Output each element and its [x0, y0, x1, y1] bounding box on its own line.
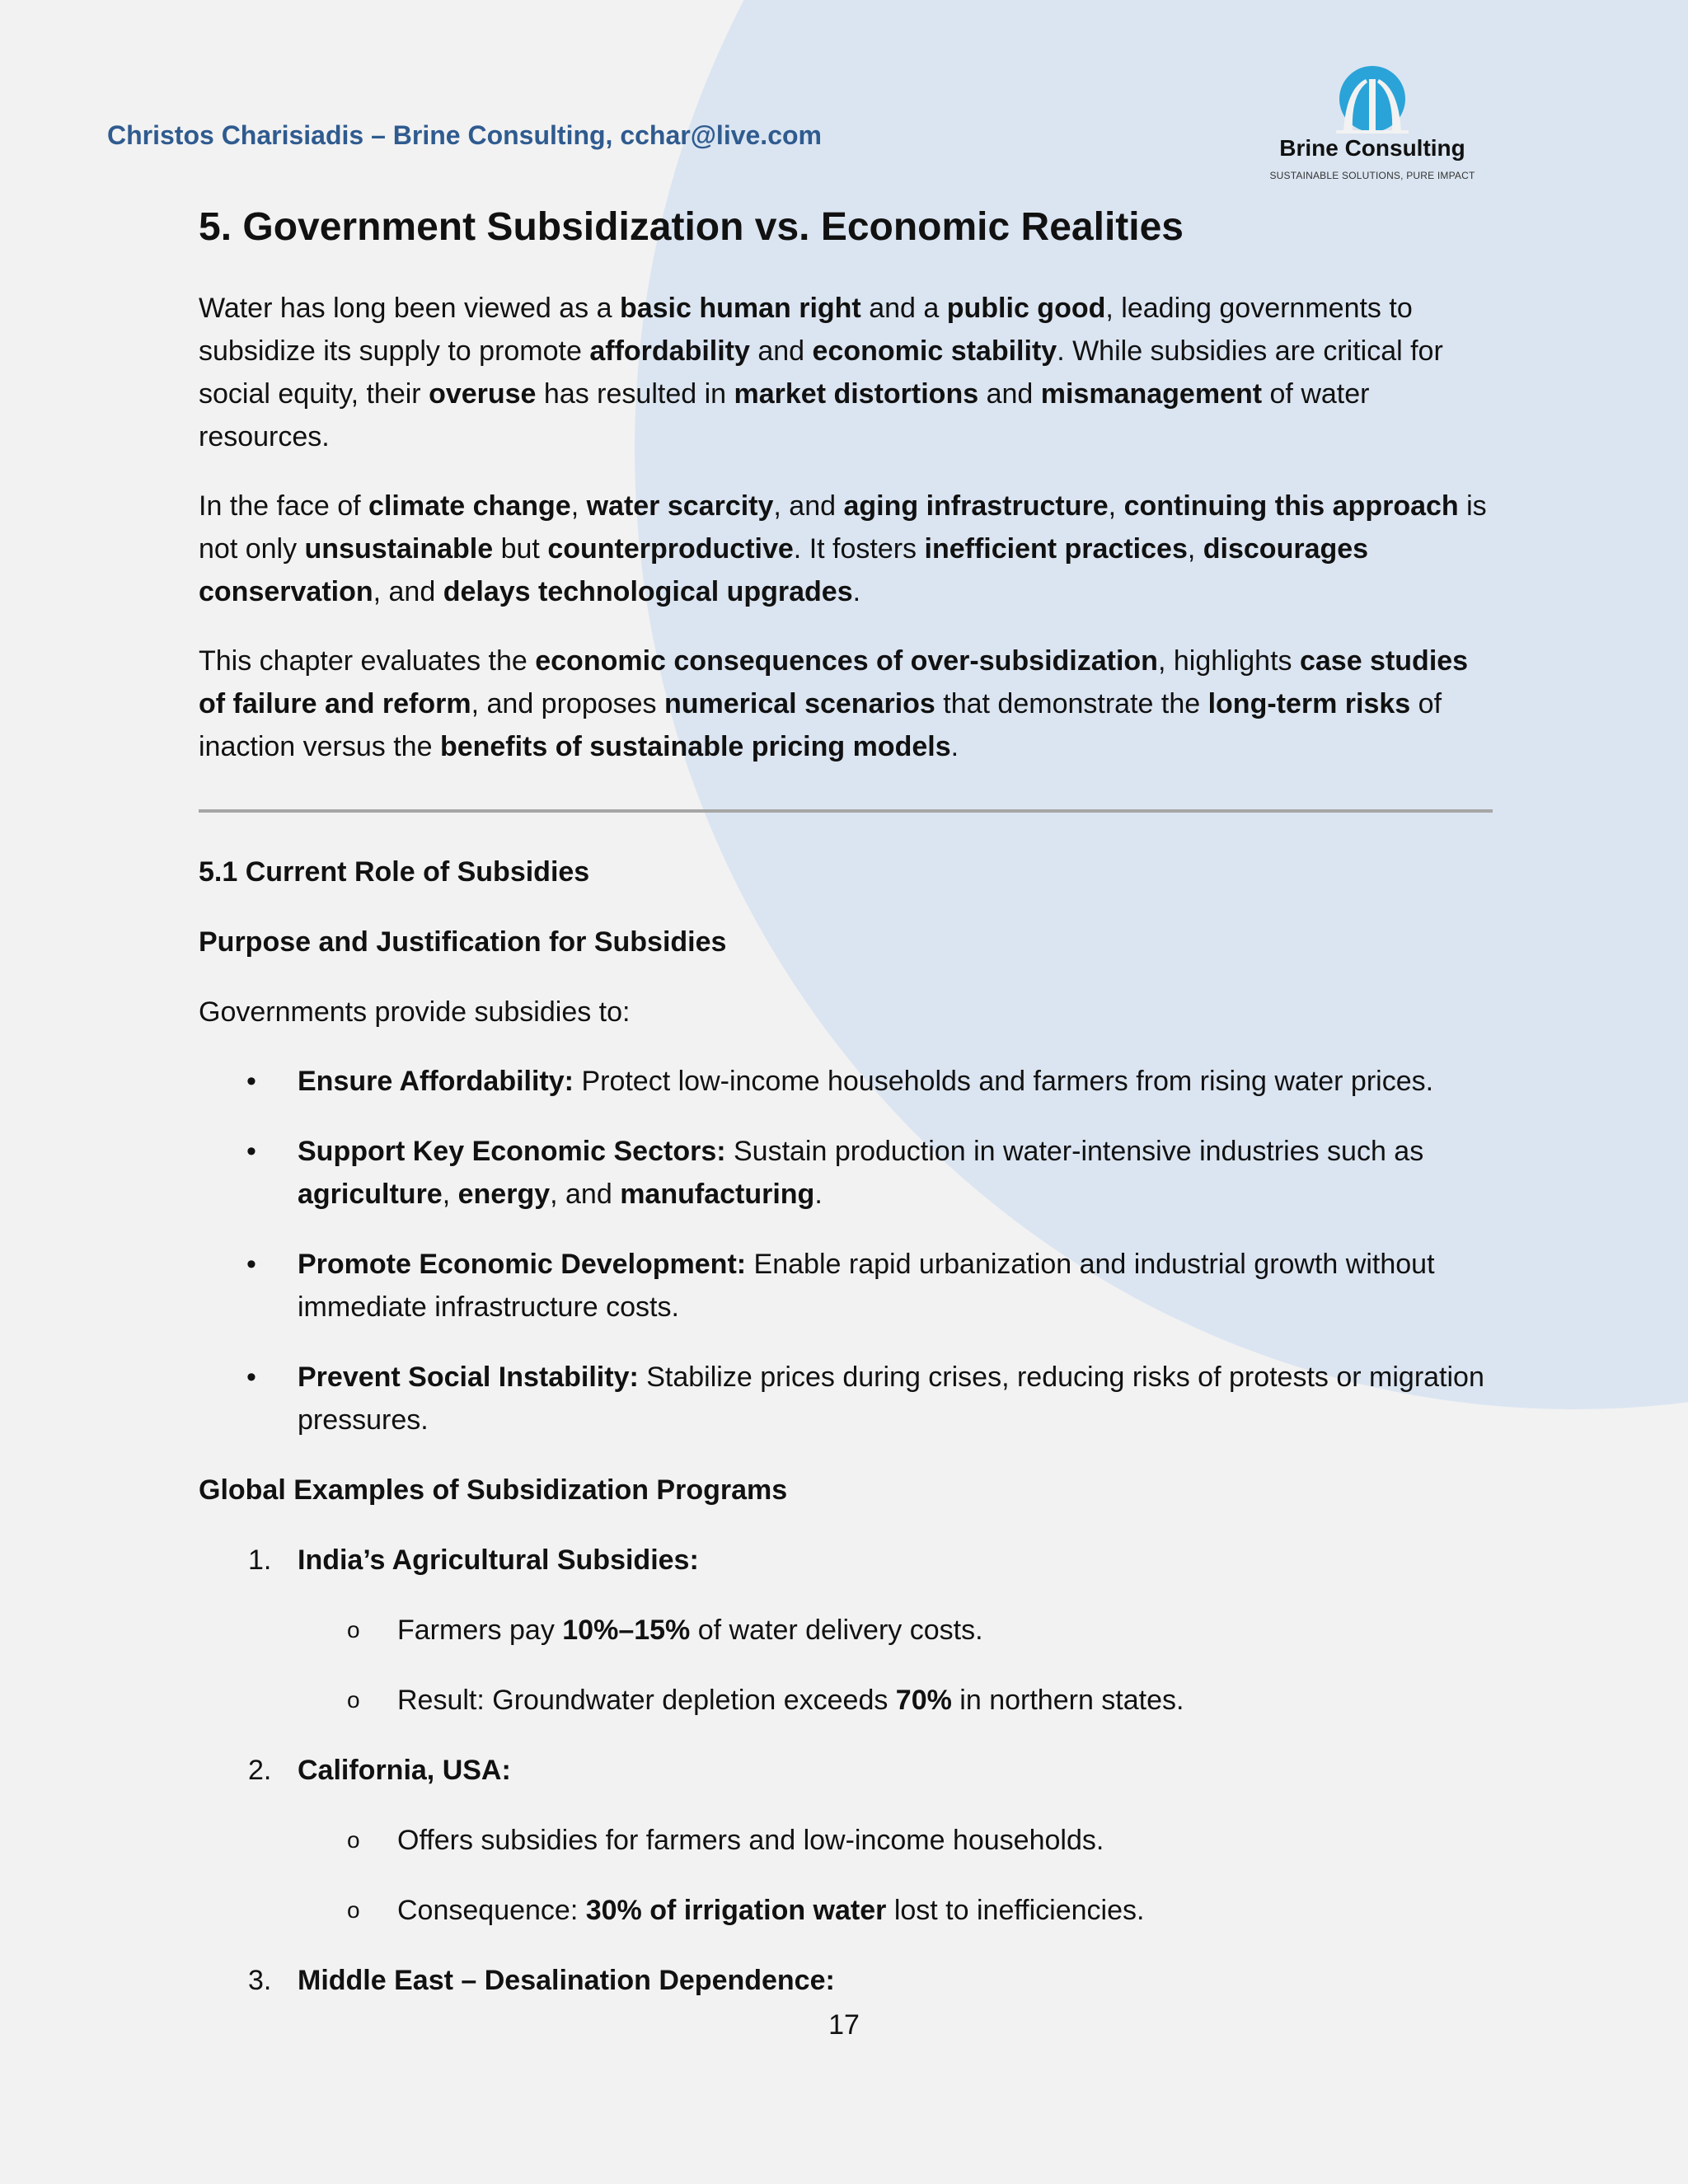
sub-list-item: o Offers subsidies for farmers and low-income households.: [199, 1819, 1493, 1862]
purpose-lead: Governments provide subsidies to:: [199, 996, 631, 1028]
sub-list-item: o Farmers pay 10%–15% of water delivery costs.: [199, 1609, 1493, 1652]
examples-list: [199, 1539, 1493, 2002]
logo-name: Brine Consulting: [1279, 135, 1465, 161]
example-item: 3. Middle East – Desalination Dependence:: [248, 1965, 835, 1996]
examples-heading: Global Examples of Subsidization Programs: [199, 1474, 788, 1506]
page-content: [199, 198, 1493, 2029]
example-item: 1. India’s Agricultural Subsidies:: [248, 1544, 699, 1576]
header-author: Christos Charisiadis – Brine Consulting, cchar@live.com: [107, 120, 822, 150]
section-heading: 5.1 Current Role of Subsidies: [199, 856, 590, 888]
sub-list-item: o Result: Groundwater depletion exceeds 70% in northern states.: [199, 1679, 1493, 1722]
page-number: 17: [828, 2009, 860, 2041]
section-divider: [199, 809, 1493, 813]
purpose-list: [199, 1060, 1493, 1441]
intro-paragraph-2: In the face of climate change, water scarcity, and aging infrastructure, continuing this approach is not only unsustainable but counterproductive. It fosters inefficient practices, discourages conservation, and delays technological upgrades.: [199, 490, 1487, 607]
chapter-title: 5. Government Subsidization vs. Economic Realities: [199, 205, 1184, 249]
logo-mark-icon: [1265, 64, 1479, 134]
list-item: • Ensure Affordability: Protect low-income households and farmers from rising water prices.: [199, 1060, 1493, 1103]
sub-list-item: o Consequence: 30% of irrigation water lost to inefficiencies.: [199, 1889, 1493, 1932]
intro-paragraph-1: Water has long been viewed as a basic human right and a public good, leading governments to subsidize its supply to promote affordability and economic stability. While subsidies are critical for social equity, their overuse has resulted in market distortions and mismanagement of water resources.: [199, 293, 1443, 452]
logo-tagline: SUSTAINABLE SOLUTIONS, PURE IMPACT: [1269, 170, 1475, 181]
list-item: • Support Key Economic Sectors: Sustain production in water-intensive industries such as agriculture, energy, and manufacturing.: [199, 1130, 1493, 1216]
purpose-heading: Purpose and Justification for Subsidies: [199, 926, 727, 958]
list-item: • Prevent Social Instability: Stabilize prices during crises, reducing risks of protests or migration pressures.: [199, 1356, 1493, 1441]
list-item: • Promote Economic Development: Enable rapid urbanization and industrial growth without immediate infrastructure costs.: [199, 1243, 1493, 1329]
company-logo: [1265, 64, 1479, 184]
example-item: 2. California, USA:: [248, 1755, 511, 1786]
intro-paragraph-3: This chapter evaluates the economic consequences of over-subsidization, highlights case studies of failure and reform, and proposes numerical scenarios that demonstrate the long-term risks of inaction versus the benefits of sustainable pricing models.: [199, 645, 1469, 762]
